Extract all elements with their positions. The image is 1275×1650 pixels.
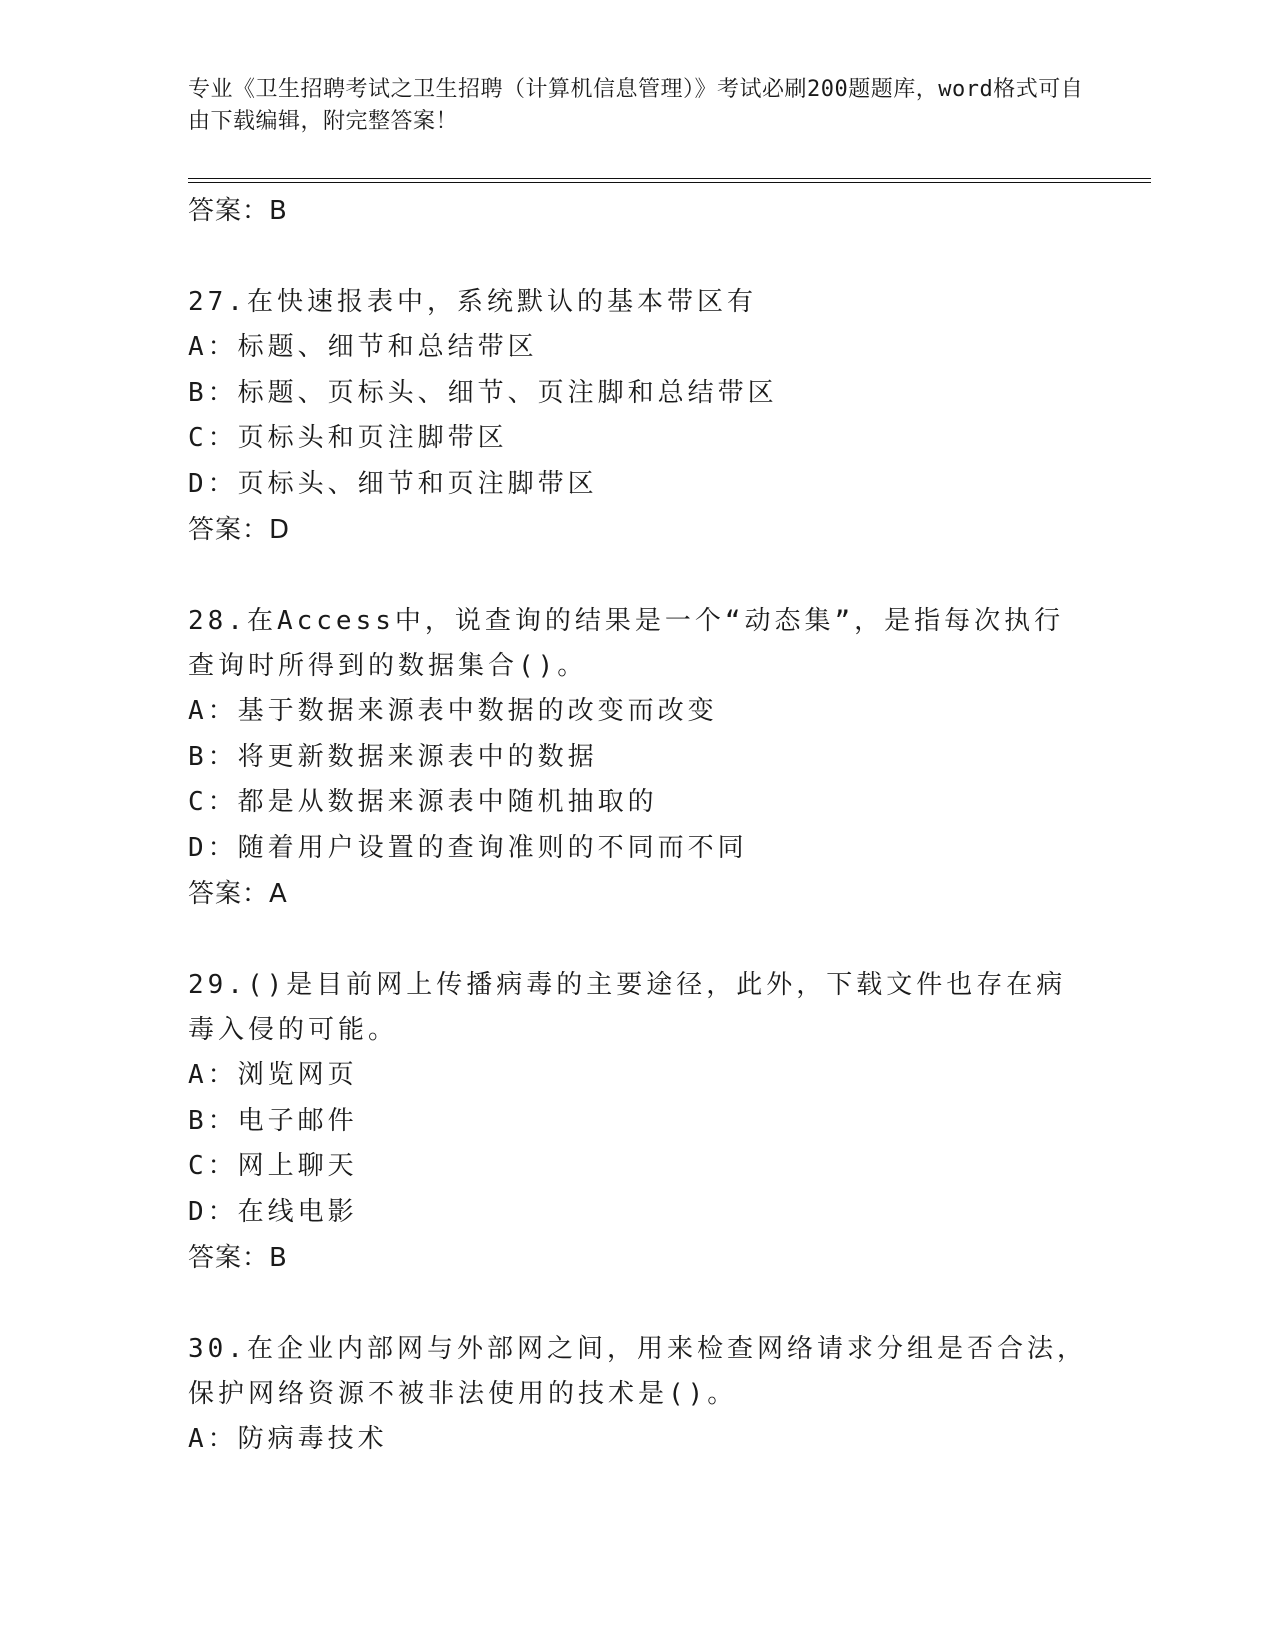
question-28 xyxy=(188,599,1088,917)
answer-line: 答案：B xyxy=(188,196,288,226)
answer-line: 答案：D xyxy=(188,515,291,545)
option-a: A：浏览网页 xyxy=(188,1060,358,1090)
option-d: D：页标头、细节和页注脚带区 xyxy=(188,468,598,499)
option-d: D：在线电影 xyxy=(188,1196,358,1227)
option-a: A：基于数据来源表中数据的改变而改变 xyxy=(188,696,718,726)
document-header: 专业《卫生招聘考试之卫生招聘（计算机信息管理）》考试必刷200题题库，word格式可自由下载编辑，附完整答案！ xyxy=(188,77,1084,134)
question-text: 27.在快速报表中，系统默认的基本带区有 xyxy=(188,287,757,317)
header-divider-top xyxy=(188,178,1151,179)
question-text: 30.在企业内部网与外部网之间，用来检查网络请求分组是否合法，保护网络资源不被非法使用的技术是()。 xyxy=(188,1334,1087,1409)
option-c: C：页标头和页注脚带区 xyxy=(188,423,508,453)
option-b: B：将更新数据来源表中的数据 xyxy=(188,741,598,772)
option-c: C：网上聊天 xyxy=(188,1151,358,1181)
option-a: A：防病毒技术 xyxy=(188,1424,388,1454)
document-body xyxy=(188,188,1088,1463)
option-b: B：电子邮件 xyxy=(188,1105,358,1136)
question-text: 29.()是目前网上传播病毒的主要途径，此外，下载文件也存在病毒入侵的可能。 xyxy=(188,970,1067,1045)
answer-line: 答案：A xyxy=(188,879,288,909)
option-b: B：标题、页标头、细节、页注脚和总结带区 xyxy=(188,377,778,408)
answer-line: 答案：B xyxy=(188,1243,288,1273)
option-d: D：随着用户设置的查询准则的不同而不同 xyxy=(188,832,748,863)
question-30 xyxy=(188,1327,1088,1463)
option-c: C：都是从数据来源表中随机抽取的 xyxy=(188,787,658,817)
question-29 xyxy=(188,963,1088,1281)
question-27 xyxy=(188,280,1088,553)
option-a: A：标题、细节和总结带区 xyxy=(188,332,538,362)
header-divider-bottom xyxy=(188,182,1151,183)
question-text: 28.在Access中，说查询的结果是一个“动态集”，是指每次执行查询时所得到的数据集合()。 xyxy=(188,606,1065,681)
